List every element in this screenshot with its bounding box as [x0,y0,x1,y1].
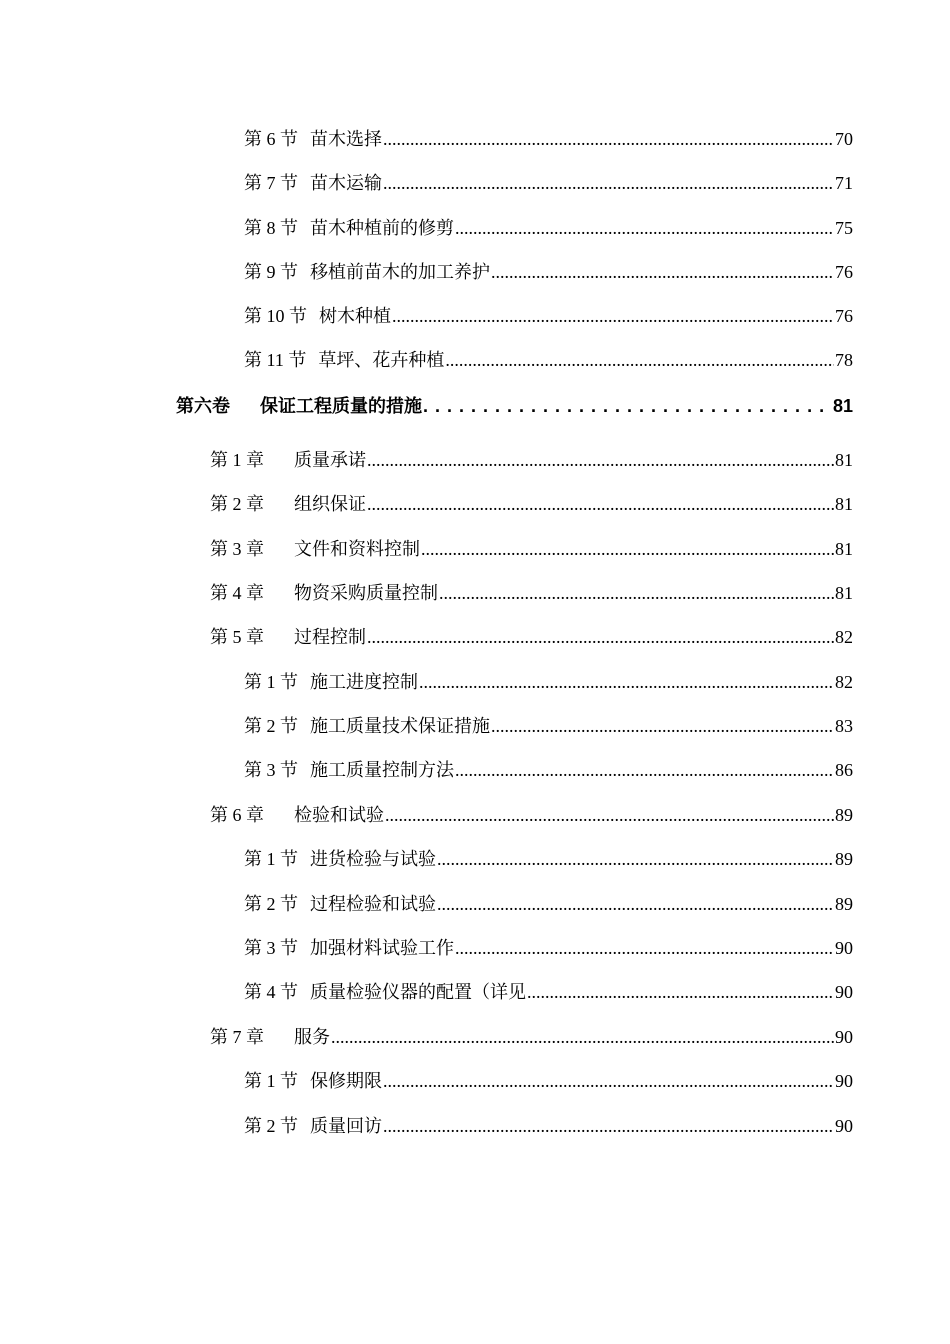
entry-page-number: 90 [835,1116,853,1136]
entry-number: 第 10 节 [244,306,307,326]
entry-number: 第 4 节 [244,982,298,1002]
entry-title: 施工质量控制方法 [310,760,454,780]
entry-number: 第 2 章 [210,494,264,514]
entry-page-number: 90 [835,1071,853,1091]
entry-title: 文件和资料控制 [294,539,420,559]
dot-leader [437,847,834,871]
entry-number: 第 1 节 [244,672,298,692]
entry-title: 进货检验与试验 [310,849,436,869]
dot-leader [455,758,834,782]
dot-leader [392,304,834,328]
toc-entry-section[interactable] [244,714,853,738]
dot-leader [367,625,834,649]
entry-page-number: 81 [835,450,853,470]
entry-title: 加强材料试验工作 [310,938,454,958]
dot-leader [367,448,834,472]
dot-leader [383,171,834,195]
toc-entry-section[interactable] [244,127,853,151]
dot-leader [439,581,834,605]
dot-leader [491,714,834,738]
toc-entry-section[interactable] [244,670,853,694]
entry-page-number: 90 [835,938,853,958]
entry-number: 第 2 节 [244,894,298,914]
dot-leader [455,216,834,240]
entry-title: 组织保证 [294,494,366,514]
dot-leader [383,127,834,151]
entry-title: 保修期限 [310,1071,382,1091]
toc-entry-chapter[interactable] [210,448,853,472]
toc-entry-section[interactable] [244,304,853,328]
toc-entry-chapter[interactable] [210,803,853,827]
entry-title: 检验和试验 [294,805,384,825]
entry-page-number: 86 [835,760,853,780]
entry-page-number: 76 [835,262,853,282]
entry-title: 苗木运输 [310,173,382,193]
entry-page-number: 83 [835,716,853,736]
entry-number: 第六卷 [176,396,230,416]
toc-entry-section[interactable] [244,348,853,372]
entry-page-number: 90 [835,1027,853,1047]
entry-page-number: 78 [835,350,853,370]
entry-title: 物资采购质量控制 [294,583,438,603]
dot-leader [455,936,834,960]
entry-page-number: 70 [835,129,853,149]
dot-leader [383,1114,834,1138]
entry-number: 第 1 章 [210,450,264,470]
toc-entry-chapter[interactable] [210,492,853,516]
entry-page-number: 81 [835,494,853,514]
entry-number: 第 6 章 [210,805,264,825]
entry-number: 第 9 节 [244,262,298,282]
entry-page-number: 71 [835,173,853,193]
toc-entry-section[interactable] [244,892,853,916]
toc-entry-section[interactable] [244,936,853,960]
entry-number: 第 3 节 [244,760,298,780]
dot-leader [423,394,832,418]
toc-entry-section[interactable] [244,260,853,284]
entry-title: 质量承诺 [294,450,366,470]
entry-title: 苗木选择 [310,129,382,149]
entry-page-number: 89 [835,805,853,825]
dot-leader [385,803,834,827]
toc-entry-chapter[interactable] [210,1025,853,1049]
entry-number: 第 8 节 [244,218,298,238]
entry-number: 第 2 节 [244,716,298,736]
entry-title: 施工进度控制 [310,672,418,692]
toc-entry-chapter[interactable] [210,537,853,561]
entry-title: 过程控制 [294,627,366,647]
toc-entry-volume[interactable] [176,394,853,418]
entry-page-number: 82 [835,627,853,647]
entry-number: 第 1 节 [244,1071,298,1091]
dot-leader [437,892,834,916]
entry-title: 保证工程质量的措施 [260,396,422,416]
toc-entry-section[interactable] [244,1114,853,1138]
entry-title: 苗木种植前的修剪 [310,218,454,238]
entry-number: 第 2 节 [244,1116,298,1136]
entry-title: 树木种植 [319,306,391,326]
entry-title: 质量检验仪器的配置（详见 [310,982,526,1002]
entry-number: 第 4 章 [210,583,264,603]
entry-page-number: 89 [835,849,853,869]
entry-page-number: 82 [835,672,853,692]
entry-page-number: 90 [835,982,853,1002]
entry-page-number: 89 [835,894,853,914]
toc-entry-section[interactable] [244,758,853,782]
toc-entry-section[interactable] [244,1069,853,1093]
entry-number: 第 11 节 [244,350,307,370]
dot-leader [331,1025,834,1049]
toc-entry-section[interactable] [244,171,853,195]
entry-page-number: 81 [835,539,853,559]
toc-entry-chapter[interactable] [210,625,853,649]
entry-title: 服务 [294,1027,330,1047]
toc-entry-section[interactable] [244,980,853,1004]
dot-leader [419,670,834,694]
toc-entry-chapter[interactable] [210,581,853,605]
entry-title: 草坪、花卉种植 [318,350,445,370]
entry-page-number: 75 [835,218,853,238]
entry-number: 第 1 节 [244,849,298,869]
dot-leader [491,260,834,284]
dot-leader [527,980,834,1004]
entry-title: 过程检验和试验 [310,894,436,914]
dot-leader [445,348,834,372]
entry-number: 第 3 节 [244,938,298,958]
entry-number: 第 6 节 [244,129,298,149]
entry-title: 质量回访 [310,1116,382,1136]
entry-title: 施工质量技术保证措施 [310,716,490,736]
dot-leader [367,492,834,516]
entry-page-number: 81 [832,396,853,416]
entry-number: 第 7 节 [244,173,298,193]
dot-leader [383,1069,834,1093]
entry-title: 移植前苗木的加工养护 [310,262,490,282]
entry-page-number: 76 [835,306,853,326]
entry-number: 第 5 章 [210,627,264,647]
entry-number: 第 7 章 [210,1027,264,1047]
toc-entry-section[interactable] [244,216,853,240]
entry-number: 第 3 章 [210,539,264,559]
entry-page-number: 81 [835,583,853,603]
toc-entry-section[interactable] [244,847,853,871]
dot-leader [421,537,834,561]
